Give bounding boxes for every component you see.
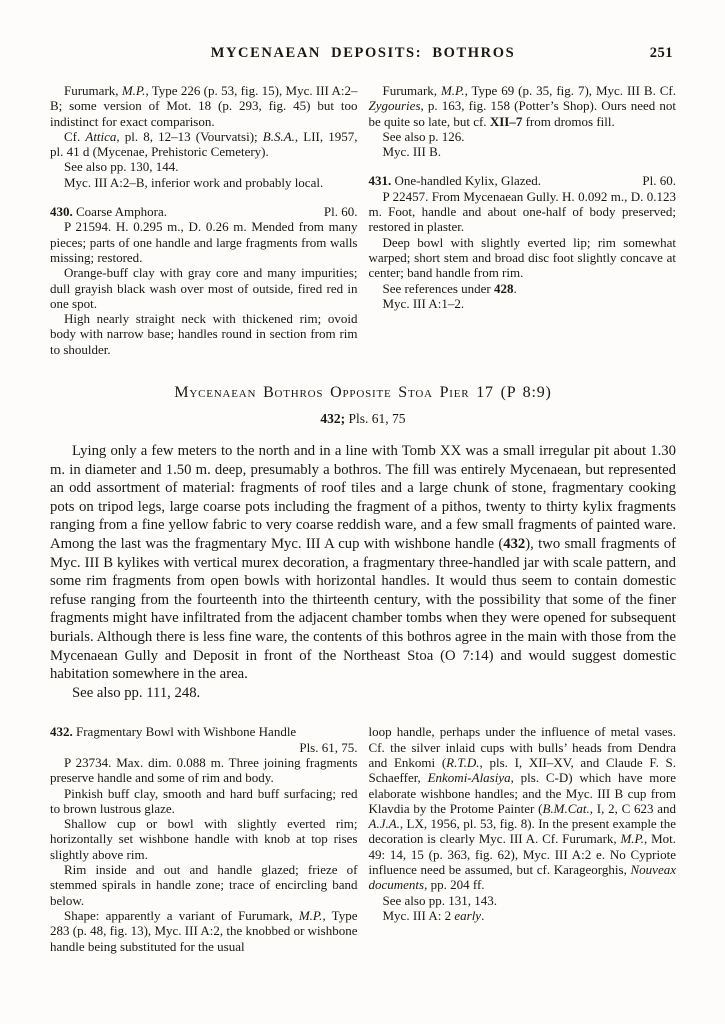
paragraph: Furumark, M.P., Type 226 (p. 53, fig. 15), Myc. III A:2–B; some version of Mot. 18 (p. 293, fig. 45) but too indistinct for exact comparison. — [50, 83, 358, 129]
see-also-line: See also pp. 111, 248. — [72, 684, 201, 701]
section-heading — [50, 384, 676, 427]
entry-title: 430. Coarse Amphora. — [50, 204, 167, 220]
entry-number: 431. — [368, 173, 392, 189]
paragraph: Myc. III A: 2 early. — [382, 907, 485, 923]
entry-title: 431. One-handled Kylix, Glazed. — [368, 173, 542, 189]
paragraph-continuation: loop handle, perhaps under the influence of metal vases. Cf. the silver inlaid cups with bulls’ heads from Dendra and Enkomi (R.T.D., pls. I, XII–XV, and Claude F. S. Schaeffer, Enkomi-Alasiya, pls. C-D) which have more elaborate wishbone handles; and the Myc. III B cup from Klavdia by the Protome Painter (B.M.Cat., I, 2, C 623 and A.J.A., LX, 1956, pl. 53, fig. 8). In the present example the decoration is clearly Myc. III A. Cf. Furumark, M.P., Mot. 49: 14, 15 (p. 363, fig. 62), Myc. III A:2 e. No Cypriote influence need be assumed, but cf. Karageorghis, Nouveax documents, pp. 204 ff. — [368, 724, 677, 893]
bottom-two-column-section — [50, 724, 676, 953]
entry-header — [50, 724, 358, 739]
paragraph: See also p. 126. — [382, 128, 465, 144]
catalog-entry-430 — [50, 204, 358, 357]
paragraph: Cf. Attica, pl. 8, 12–13 (Vourvatsi); B.S.A., LII, 1957, pl. 41 d (Mycenae, Prehistoric Cemetery). — [50, 128, 358, 160]
bottom-left-column — [50, 724, 358, 953]
page-number: 251 — [649, 45, 673, 61]
entry-title: Fragmentary Bowl with Wishbone Handle — [72, 724, 297, 740]
paragraph: Myc. III A:2–B, inferior work and probably local. — [64, 174, 324, 190]
discussion-section — [50, 442, 676, 702]
paragraph: P 21594. H. 0.295 m., D. 0.26 m. Mended from many pieces; parts of one handle and large fragments from walls missing; restored. — [50, 219, 358, 265]
paragraph: Shape: apparently a variant of Furumark, M.P., Type 283 (p. 48, fig. 13), Myc. III A:2, the knobbed or wishbone handle being substituted for the usual — [50, 907, 358, 954]
paragraph: Furumark, M.P., Type 69 (p. 35, fig. 7), Myc. III B. Cf. Zygouries, p. 163, fig. 158 (Potter’s Shop). Ours need not be quite so late, but cf. XII–7 from dromos fill. — [368, 83, 676, 129]
entry-number: 430. — [50, 204, 73, 220]
paragraph: See also pp. 130, 144. — [64, 159, 179, 175]
paragraph: Orange-buff clay with gray core and many impurities; dull grayish black wash over most of outside, fired red in one spot. — [50, 265, 358, 311]
top-right-column — [369, 83, 677, 357]
paragraph: P 22457. From Mycenaean Gully. H. 0.092 m., D. 0.123 m. Foot, handle and about one-half of body preserved; restored in plaster. — [368, 188, 676, 235]
catalog-entry-431 — [369, 173, 677, 311]
catalog-entry-432 — [50, 724, 358, 953]
discussion-paragraph: Lying only a few meters to the north and in a line with Tomb XX was a small irregular pit about 1.30 m. in diameter and 1.50 m. deep, presumably a bothros. The fill was entirely Mycenaean, but represented an odd assortment of material: fragments of roof tiles and a large chunk of stone, fragmentary cooking pots on tripod legs, large coarse pots including the fragment of a pithos, twenty to thirty kylix fragments ranging from a fine yellow fabric to very coarse reddish ware, and a few small fragments of painted ware. Among the last was the fragmentary Myc. III A cup with wishbone handle (432), two small fragments of Myc. III B kylikes with vertical murex decoration, a fragmentary three-handled jar with scale pattern, and some rim fragments from open bowls with horizontal handles. It would thus seem to contain domestic refuse ranging from the fourteenth into the thirteenth century, with the possibility that some of the finer fragments might have infiltrated from the adjacent chamber tombs when they were opened for subsequent burials. Although there is less fine ware, the contents of this bothros agree in the main with those from the Mycenaean Gully and Deposit in front of the Northeast Stoa (O 7:14) and would suggest domestic habitation somewhere in the area. — [50, 443, 676, 683]
entry-number: 432. — [50, 724, 73, 740]
page-header-title: MYCENAEAN DEPOSITS: BOTHROS — [210, 45, 516, 61]
paragraph: Shallow cup or bowl with slightly everted rim; horizontally set wishbone handle with knob at top rises slightly above rim. — [50, 816, 358, 862]
bottom-right-column — [369, 724, 677, 953]
top-left-column — [50, 83, 358, 357]
entry-header — [369, 173, 677, 188]
plate-reference: Pl. 60. — [642, 173, 676, 189]
plate-reference: Pl. 60. — [323, 204, 358, 220]
plate-reference: Pls. 61, 75. — [299, 739, 358, 755]
paragraph: P 23734. Max. dim. 0.088 m. Three joining fragments preserve handle and some of rim and body. — [50, 754, 358, 786]
section-subtitle: 432; Pls. 61, 75 — [320, 411, 406, 427]
paragraph: Rim inside and out and handle glazed; frieze of stemmed spirals in handle zone; trace of encircling band below. — [50, 862, 358, 908]
entry-header — [50, 204, 358, 219]
paragraph: Myc. III B. — [382, 144, 441, 160]
paragraph: Pinkish buff clay, smooth and hard buff surfacing; red to brown lustrous glaze. — [50, 785, 358, 816]
paragraph: See references under 428. — [382, 280, 517, 296]
paragraph: Deep bowl with slightly everted lip; rim somewhat warped; short stem and broad disc foot slightly concave at center; band handle from rim. — [368, 234, 676, 281]
section-title: Mycenaean Bothros Opposite Stoa Pier 17 (P 8:9) — [174, 384, 552, 402]
paragraph: High nearly straight neck with thickened rim; ovoid body with narrow base; handles round in section from rim to shoulder. — [50, 311, 358, 357]
running-head — [50, 45, 676, 62]
paragraph: See also pp. 131, 143. — [382, 892, 497, 908]
paragraph: Myc. III A:1–2. — [382, 295, 465, 311]
top-two-column-section — [50, 83, 676, 357]
